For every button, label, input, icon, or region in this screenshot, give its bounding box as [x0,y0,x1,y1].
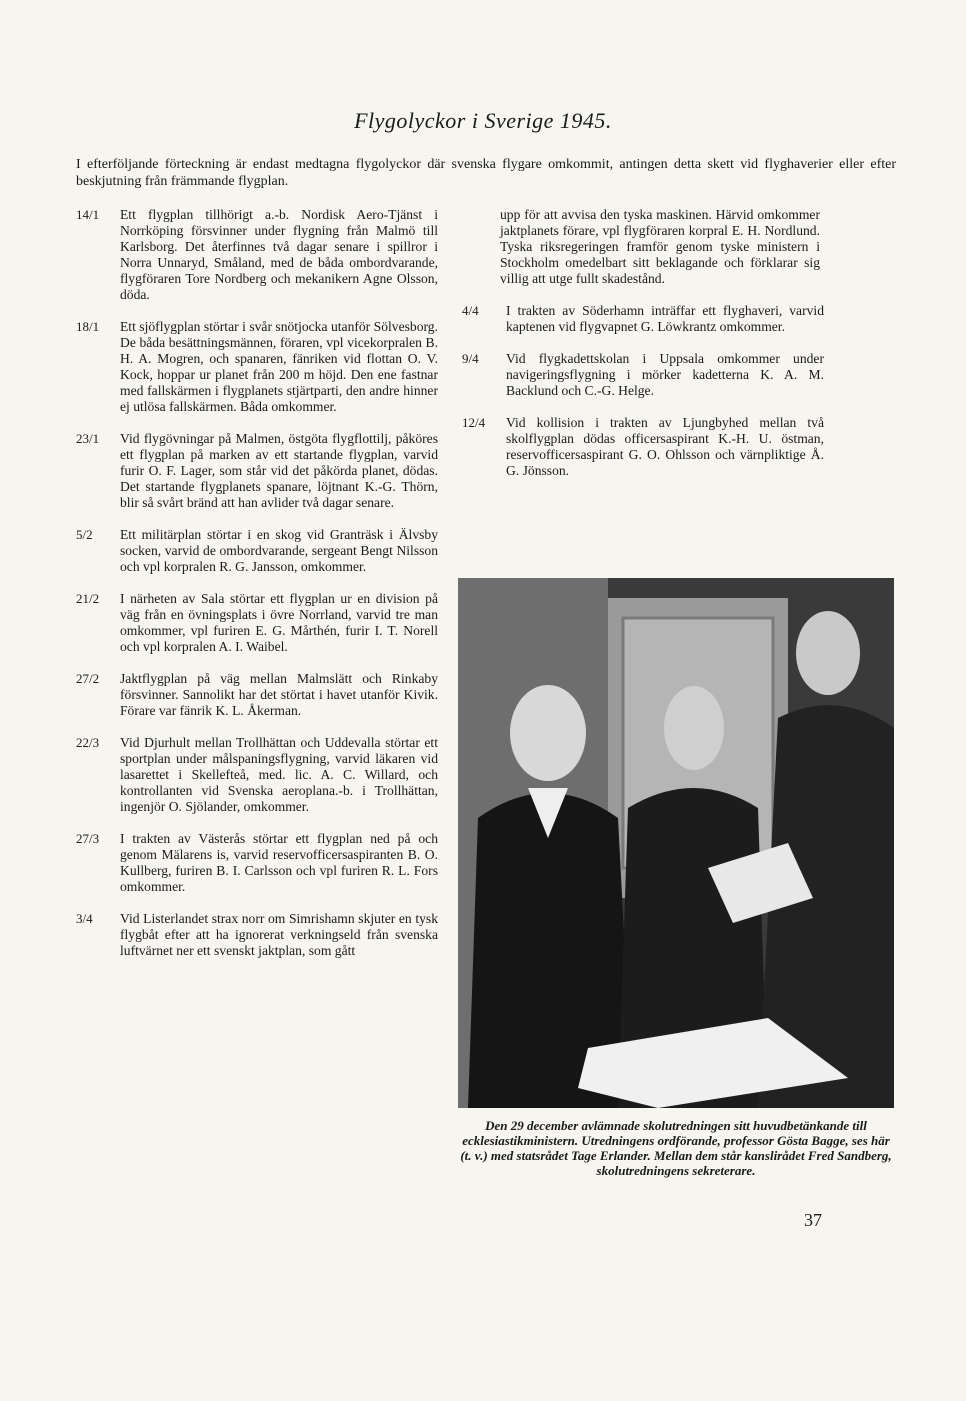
entry-text: Vid kollision i trakten av Ljungbyhed mellan två skolflygplan dödas officersaspirant K.-H. U. östman, reservofficersaspirant G. O. Ohlsson och värnpliktige Å. G. Jönsson. [506,415,824,478]
entry-date: 9/4 [462,351,479,366]
photo-caption: Den 29 december avlämnade skolutredningen sitt huvudbetänkande till ecklesiastikministern. Utredningens ordförande, professor Gösta Bagge, ses här (t. v.) med statsrådet Tage Erlander. Mellan dem står kanslirådet Fred Sandberg, skolutredningens sekreterare. [460,1118,892,1178]
entry-date: 27/2 [76,671,100,686]
list-item [462,303,824,335]
entry-date: 21/2 [76,591,100,606]
list-item [76,319,438,415]
list-item [76,911,438,959]
entry-date: 3/4 [76,911,93,926]
intro-paragraph: I efterföljande förteckning är endast medtagna flygolyckor där svenska flygare omkommit, antingen detta skett vid flyghaverier eller efter beskjutning från främmande flygplan. [76,157,896,189]
page-number: 37 [804,1210,822,1230]
entry-date: 27/3 [76,831,100,846]
entry-text: I närheten av Sala störtar ett flygplan ur en division på väg från en övningsplats i övre Norrland, varvid tre man omkommer, vpl furiren E. G. Mårthén, furir I. T. Norell och vpl korpralen A. I. Waibel. [120,591,438,654]
list-item [462,351,824,399]
entry-text: Ett sjöflygplan störtar i svår snötjocka utanför Sölvesborg. De båda besättningsmännen, föraren, vpl vicekorpralen B. H. A. Mogren, och spanaren, fänriken vid flottan O. V. Kock, hoppar ur planet från 200 m höjd. Den ene fastnar med fallskärmen i flygplanets stjärtparti, den andre hinner ej utlösa fallskärmen. Båda omkommer. [120,319,438,414]
photograph [458,578,894,1108]
list-item [76,207,438,303]
photograph-image [458,578,894,1108]
entry-date: 4/4 [462,303,479,318]
entry-text: Ett militärplan störtar i en skog vid Granträsk i Älvsby socken, varvid de ombordvarande, sergeant Bengt Nilsson och vpl korpralen R. G. Jansson, omkommer. [120,527,438,574]
entry-text: Vid Listerlandet strax norr om Simrishamn skjuter en tysk flygbåt efter att ha ignorerat verkningseld från svenska luftvärnet ner ett svenskt jaktplan, som gått [120,911,438,958]
entry-date: 23/1 [76,431,100,446]
entry-text: Ett flygplan tillhörigt a.-b. Nordisk Aero-Tjänst i Norrköping försvinner under flygning från Malmö till Karlsborg. Det återfinnes två dagar senare i spillror i Norra Unnaryd, Småland, med de båda ombordvarande, flygföraren Tore Nordberg och mekanikern Agne Olsson, döda. [120,207,438,302]
entry-date: 14/1 [76,207,100,222]
entry-text: Vid Djurhult mellan Trollhättan och Uddevalla störtar ett sportplan under målspaningsflygning, varvid läkaren vid lasarettet i Skellefteå, med. lic. A. C. Willard, och kontrollanten vid Svenska aeroplana.-b. i Trollhättan, ingenjör O. Sjölander, omkommer. [120,735,438,814]
entry-text: Vid flygkadettskolan i Uppsala omkommer under navigeringsflygning i mörker kadetterna K. A. M. Backlund och C.-G. Helge. [506,351,824,398]
list-item [76,591,438,655]
continued-text: upp för att avvisa den tyska maskinen. Härvid omkommer jaktplanets förare, vpl flygföraren korpral E. H. Nordlund. Tyska riksregeringen framför genom tyske ministern i Stockholm omedelbart sitt beklagande och förklarar sig villig att utge fullt skadestånd. [500,207,820,286]
entry-date: 5/2 [76,527,93,542]
list-item [462,415,824,479]
list-item [76,671,438,719]
list-item [76,735,438,815]
list-item [76,431,438,511]
entry-text: Jaktflygplan på väg mellan Malmslätt och Rinkaby försvinner. Sannolikt har det störtat i havet utanför Kivik. Förare var fänrik K. L. Åkerman. [120,671,438,718]
list-item [76,831,438,895]
page-title: Flygolyckor i Sverige 1945. [354,108,612,133]
list-item [76,527,438,575]
entry-text: I trakten av Söderhamn inträffar ett flyghaveri, varvid kaptenen vid flygvapnet G. Löwkrantz omkommer. [506,303,824,334]
entry-text: Vid flygövningar på Malmen, östgöta flygflottilj, påköres ett flygplan på marken av ett startande flygplan, varvid furir O. F. Lager, som står vid det påkörda planet, dödas. Det startande flygplanets spanare, löjtnant K.-G. Thörn, blir så svårt bränd att han avlider två dagar senare. [120,431,438,510]
entry-date: 18/1 [76,319,100,334]
entry-date: 22/3 [76,735,100,750]
entry-date: 12/4 [462,415,486,430]
right-column [462,207,824,495]
entry-text: I trakten av Västerås störtar ett flygplan ned på och genom Mälarens is, varvid reservofficersaspiranten B. O. Kullberg, furiren B. I. Carlsson och vpl furiren R. L. Fors omkommer. [120,831,438,894]
left-column [76,207,438,975]
